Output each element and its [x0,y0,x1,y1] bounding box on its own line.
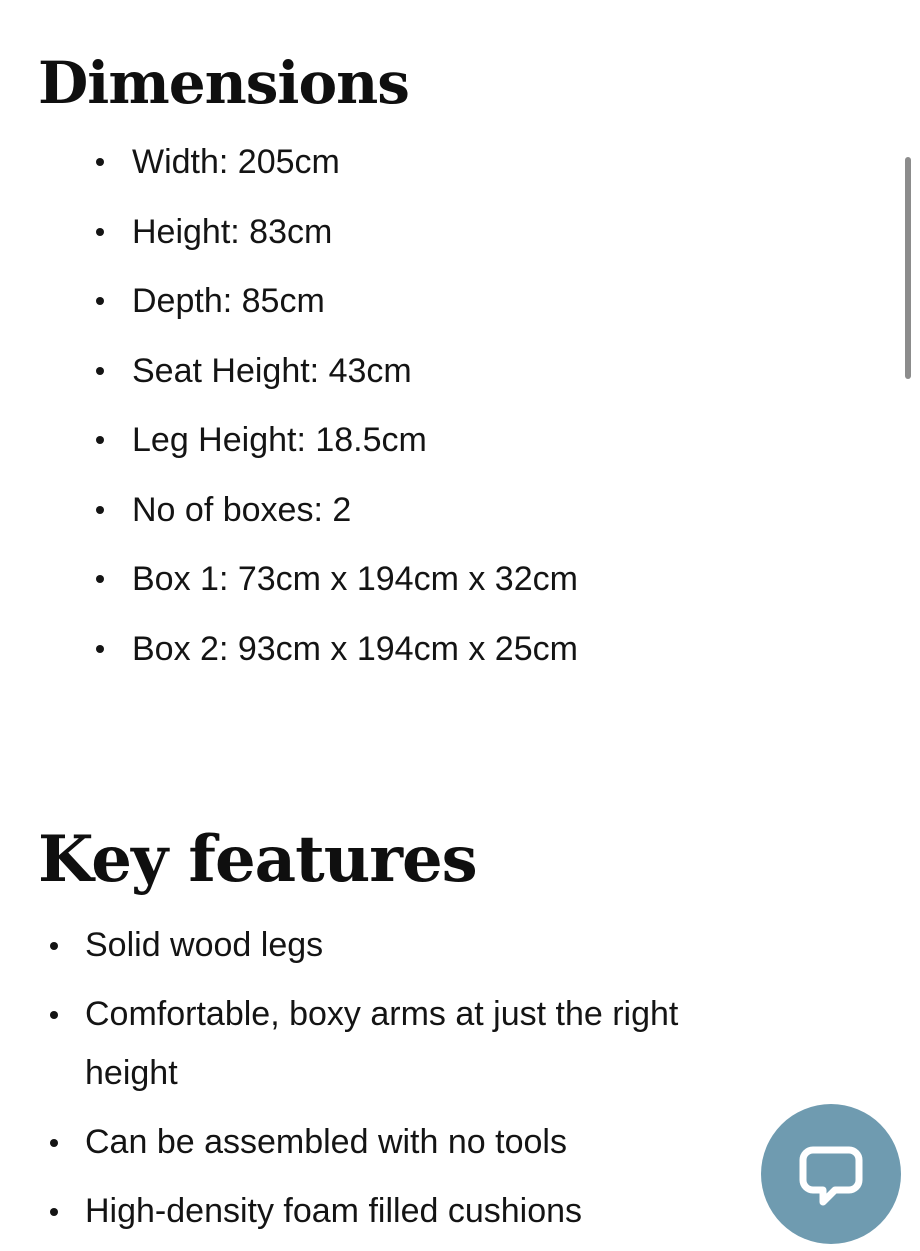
dimensions-list [94,128,578,684]
dimension-item-leg-height [94,406,578,476]
dimension-item-text: Depth: 85cm [132,282,325,320]
bullet-icon [50,1011,58,1019]
key-features-list [46,916,766,1251]
bullet-icon [96,158,104,166]
feature-item-text: Comfortable, boxy arms at just the right height [85,995,679,1092]
dimension-item-width [94,128,578,198]
dimension-item-depth [94,267,578,337]
dimension-item-text: Height: 83cm [132,212,333,251]
dimension-item-height [94,198,578,268]
feature-item [46,985,766,1103]
dimension-item-seat-height [94,337,578,407]
dimension-item-boxes [94,476,578,546]
feature-item-text: Solid wood legs [85,926,324,964]
bullet-icon [96,297,104,305]
feature-item-text: High-density foam filled cushions [85,1192,583,1230]
dimension-item-text: Box 2: 93cm x 194cm x 25cm [132,629,578,668]
dimension-item-box-2 [94,615,578,685]
bullet-icon [50,1208,58,1216]
dimension-item-text: No of boxes: 2 [132,490,352,529]
bullet-icon [96,645,104,653]
feature-item [46,1113,766,1172]
bullet-icon [96,506,104,514]
feature-item-text: Can be assembled with no tools [85,1123,567,1161]
feature-item [46,916,766,975]
bullet-icon [50,942,58,950]
chat-button[interactable] [761,1104,901,1244]
bullet-icon [96,228,104,236]
bullet-icon [96,575,104,583]
vertical-scrollbar[interactable] [905,157,911,379]
dimension-item-box-1 [94,545,578,615]
bullet-icon [50,1139,58,1147]
dimension-item-text: Box 1: 73cm x 194cm x 32cm [132,560,578,598]
dimension-item-text: Leg Height: 18.5cm [132,421,427,459]
dimension-item-text: Width: 205cm [132,143,340,181]
bullet-icon [96,367,104,375]
key-features-heading: Key features [38,822,477,897]
bullet-icon [96,436,104,444]
feature-item [46,1182,766,1241]
dimensions-heading: Dimensions [38,49,409,117]
chat-bubble-icon [795,1140,867,1212]
dimension-item-text: Seat Height: 43cm [132,351,412,390]
